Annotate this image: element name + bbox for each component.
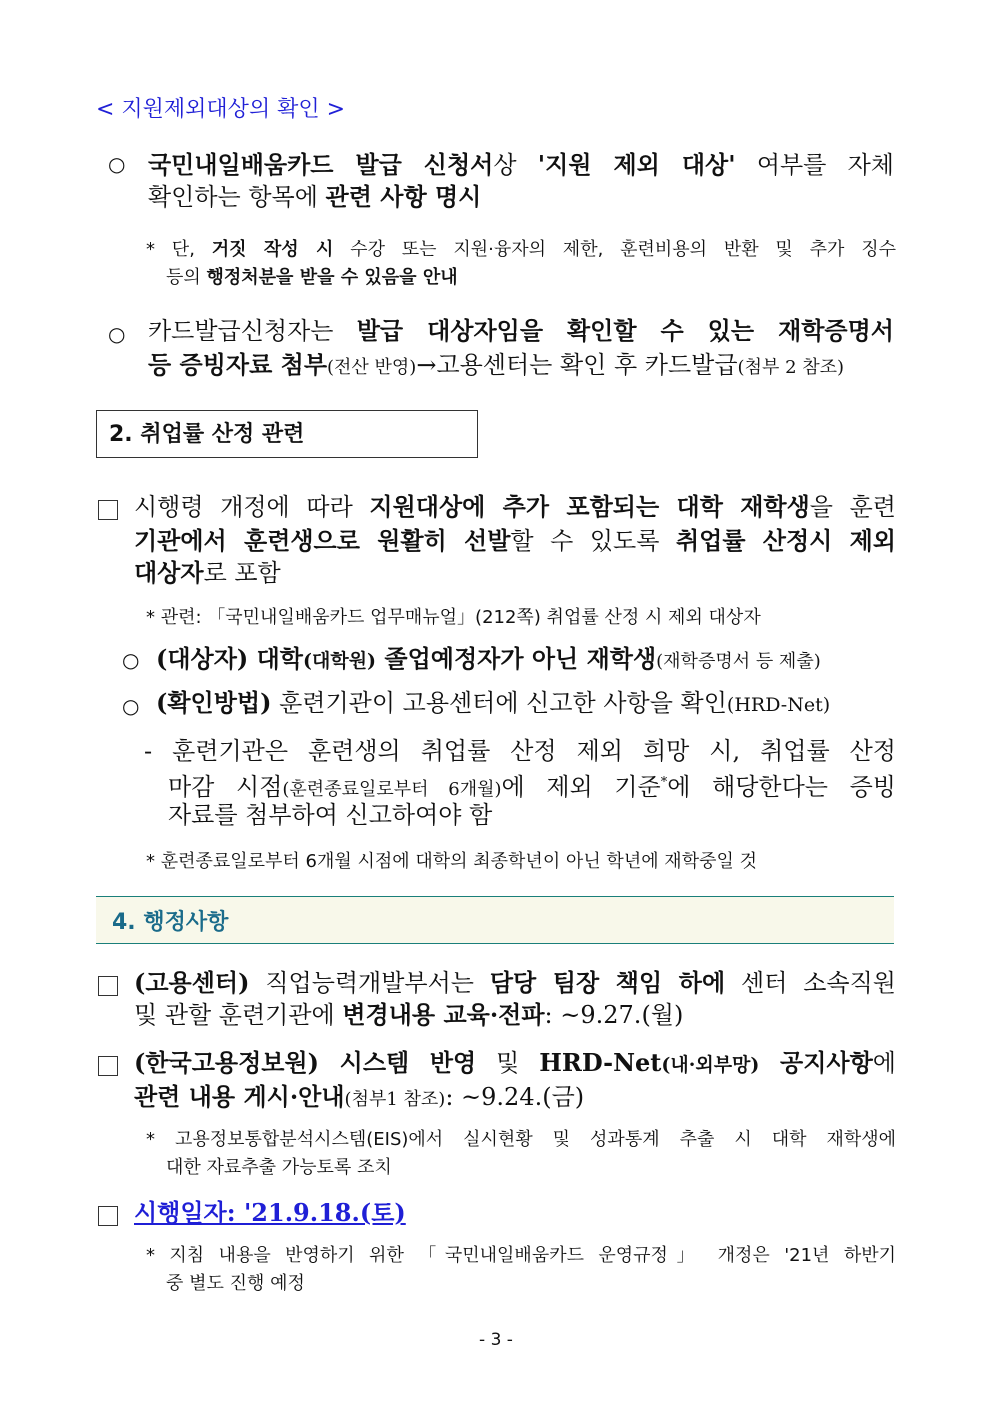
block1-note-line2: 등의 행정처분을 받을 수 있음을 안내 bbox=[166, 267, 458, 288]
checkbox-square-icon bbox=[98, 976, 118, 996]
block3-dash-line2: 마감 시점(훈련종료일로부터 6개월)에 제외 기준*에 해당한다는 증빙 bbox=[168, 773, 896, 801]
block3-line1: 시행령 개정에 따라 지원대상에 추가 포함되는 대학 재학생을 훈련 bbox=[134, 492, 896, 521]
circle-bullet: ○ bbox=[122, 694, 140, 718]
block5-line2: 관련 내용 게시·안내(첨부1 참조): ~9.24.(금) bbox=[134, 1082, 585, 1111]
section-title: < 지원제외대상의 확인 > bbox=[96, 97, 346, 122]
block5-line1: (한국고용정보원) 시스템 반영 및 HRD-Net(내·외부망) 공지사항에 bbox=[134, 1048, 896, 1077]
section-4-heading bbox=[96, 896, 894, 944]
block4-line1: (고용센터) 직업능력개발부서는 담당 팀장 책임 하에 센터 소속직원 bbox=[134, 968, 896, 997]
block3-sub2: (확인방법) 훈련기관이 고용센터에 신고한 사항을 확인(HRD-Net) bbox=[156, 688, 831, 717]
block2-line2: 등 증빙자료 첨부(전산 반영)→고용센터는 확인 후 카드발급(첨부 2 참조) bbox=[148, 350, 845, 379]
block5-note-line1: * 고용정보통합분석시스템(EIS)에서 실시현황 및 성과통계 추출 시 대학 재학생에 bbox=[146, 1129, 896, 1150]
block3-dash-line3: 자료를 첨부하여 신고하여야 함 bbox=[168, 801, 493, 829]
circle-bullet: ○ bbox=[122, 648, 140, 672]
block3-line3: 대상자로 포함 bbox=[134, 558, 281, 587]
circle-bullet: ○ bbox=[108, 152, 126, 176]
section-2-heading: 2. 취업률 산정 관련 bbox=[96, 410, 478, 458]
block3-dash-line1: - 훈련기관은 훈련생의 취업률 산정 제외 희망 시, 취업률 산정 bbox=[144, 737, 896, 765]
checkbox-square-icon bbox=[98, 500, 118, 520]
effective-date: 시행일자: '21.9.18.(토) bbox=[134, 1198, 406, 1227]
block3-footnote: * 훈련종료일로부터 6개월 시점에 대학의 최종학년이 아닌 학년에 재학중일 것 bbox=[146, 851, 757, 872]
checkbox-square-icon bbox=[98, 1206, 118, 1226]
block3-note: * 관련: 「국민내일배움카드 업무매뉴얼」(212쪽) 취업률 산정 시 제외 대상자 bbox=[146, 607, 761, 628]
block1-line2: 확인하는 항목에 관련 사항 명시 bbox=[148, 182, 482, 211]
checkbox-square-icon bbox=[98, 1056, 118, 1076]
block5-note-line2: 대한 자료추출 가능토록 조치 bbox=[166, 1157, 392, 1178]
block6-note-line2: 중 별도 진행 예정 bbox=[166, 1273, 305, 1294]
block3-sub1: (대상자) 대학(대학원) 졸업예정자가 아닌 재학생(재학증명서 등 제출) bbox=[156, 644, 821, 673]
circle-bullet: ○ bbox=[108, 322, 126, 346]
block3-line2: 기관에서 훈련생으로 원활히 선발할 수 있도록 취업률 산정시 제외 bbox=[134, 526, 896, 555]
block2-line1: 카드발급신청자는 발급 대상자임을 확인할 수 있는 재학증명서 bbox=[148, 316, 894, 345]
page-number: - 3 - bbox=[479, 1330, 513, 1350]
section-4-label: 4. 행정사항 bbox=[112, 910, 229, 935]
block4-line2: 및 관할 훈련기관에 변경내용 교육·전파: ~9.27.(월) bbox=[134, 1000, 684, 1029]
block1-note-line1: * 단, 거짓 작성 시 수강 또는 지원·융자의 제한, 훈련비용의 반환 및 추가 징수 bbox=[146, 239, 896, 260]
block1-line1: 국민내일배움카드 발급 신청서상 '지원 제외 대상' 여부를 자체 bbox=[148, 150, 894, 179]
block6-note-line1: * 지침 내용을 반영하기 위한 「국민내일배움카드 운영규정」 개정은 '21년 하반기 bbox=[146, 1245, 896, 1266]
